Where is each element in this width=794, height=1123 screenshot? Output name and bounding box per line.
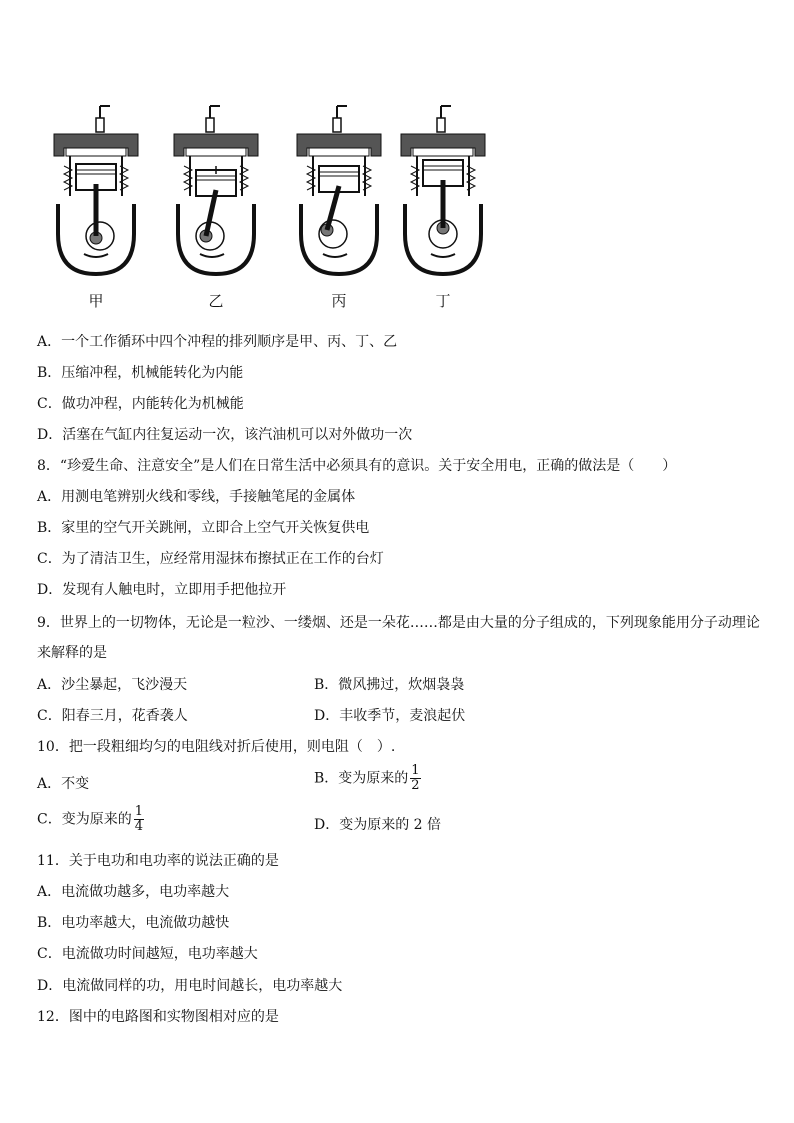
q7-option-c: C．做功冲程，内能转化为机械能 <box>37 396 244 412</box>
engine-diagram-bing <box>293 104 385 279</box>
q10-option-c-text: C．变为原来的 <box>37 811 132 828</box>
engine-bing-drawing <box>293 104 385 279</box>
engine-jia-drawing <box>50 104 142 279</box>
q7-option-a: A．一个工作循环中四个冲程的排列顺序是甲、丙、丁、乙 <box>37 334 398 350</box>
q8-option-a: A．用测电笔辨别火线和零线，手接触笔尾的金属体 <box>37 489 356 505</box>
q11-option-c: C．电流做功时间越短，电功率越大 <box>37 946 258 962</box>
q9-option-c: C．阳春三月，花香袭人 <box>37 708 188 724</box>
q11-stem: 11．关于电功和电功率的说法正确的是 <box>37 853 279 869</box>
fraction-numerator: 1 <box>134 804 143 819</box>
engine-label-jia: 甲 <box>88 292 104 310</box>
q10-option-b-fraction <box>410 764 420 793</box>
q8-option-d: D．发现有人触电时，立即用手把他拉开 <box>37 582 287 598</box>
engine-label-yi: 乙 <box>208 292 224 310</box>
q12-stem: 12．图中的电路图和实物图相对应的是 <box>37 1009 279 1025</box>
engine-diagram-yi <box>170 104 262 279</box>
q9-stem-line1: 9．世界上的一切物体，无论是一粒沙、一缕烟、还是一朵花……都是由大量的分子组成的，下列现象能用分子动理论 <box>37 615 760 631</box>
q9-option-d: D．丰收季节，麦浪起伏 <box>314 708 466 724</box>
fraction-denominator: 2 <box>411 778 420 793</box>
engine-ding-drawing <box>397 104 489 279</box>
engine-diagram-ding <box>397 104 489 279</box>
fraction-denominator: 4 <box>134 819 143 834</box>
fraction-numerator: 1 <box>411 763 420 778</box>
engine-label-bing: 丙 <box>331 292 347 310</box>
q8-option-c: C．为了清洁卫生，应经常用湿抹布擦拭正在工作的台灯 <box>37 551 384 567</box>
q8-stem: 8．“珍爱生命、注意安全”是人们在日常生活中必须具有的意识。关于安全用电，正确的做法是（ ） <box>37 458 677 474</box>
engine-stroke-figure <box>50 104 500 314</box>
engine-diagram-jia <box>50 104 142 279</box>
q10-stem: 10．把一段粗细均匀的电阻线对折后使用，则电阻（ ）. <box>37 739 396 755</box>
q10-option-c <box>37 805 144 834</box>
q11-option-b: B．电功率越大，电流做功越快 <box>37 915 230 931</box>
q10-option-b <box>314 764 421 793</box>
q11-option-d: D．电流做同样的功，用电时间越长，电功率越大 <box>37 978 343 994</box>
q8-option-b: B．家里的空气开关跳闸，立即合上空气开关恢复供电 <box>37 520 370 536</box>
q10-option-d: D．变为原来的 2 倍 <box>314 817 442 833</box>
q7-option-b: B．压缩冲程，机械能转化为内能 <box>37 365 244 381</box>
engine-yi-drawing <box>170 104 262 279</box>
q9-stem-line2: 来解释的是 <box>37 645 107 661</box>
q7-option-d: D．活塞在气缸内往复运动一次，该汽油机可以对外做功一次 <box>37 427 413 443</box>
q10-option-c-fraction <box>134 805 144 834</box>
q10-option-a: A．不变 <box>37 776 90 792</box>
q9-option-a: A．沙尘暴起，飞沙漫天 <box>37 677 188 693</box>
engine-label-ding: 丁 <box>435 292 451 310</box>
q9-option-b: B．微风拂过，炊烟袅袅 <box>314 677 465 693</box>
q10-option-b-text: B．变为原来的 <box>314 770 409 787</box>
q11-option-a: A．电流做功越多，电功率越大 <box>37 884 230 900</box>
